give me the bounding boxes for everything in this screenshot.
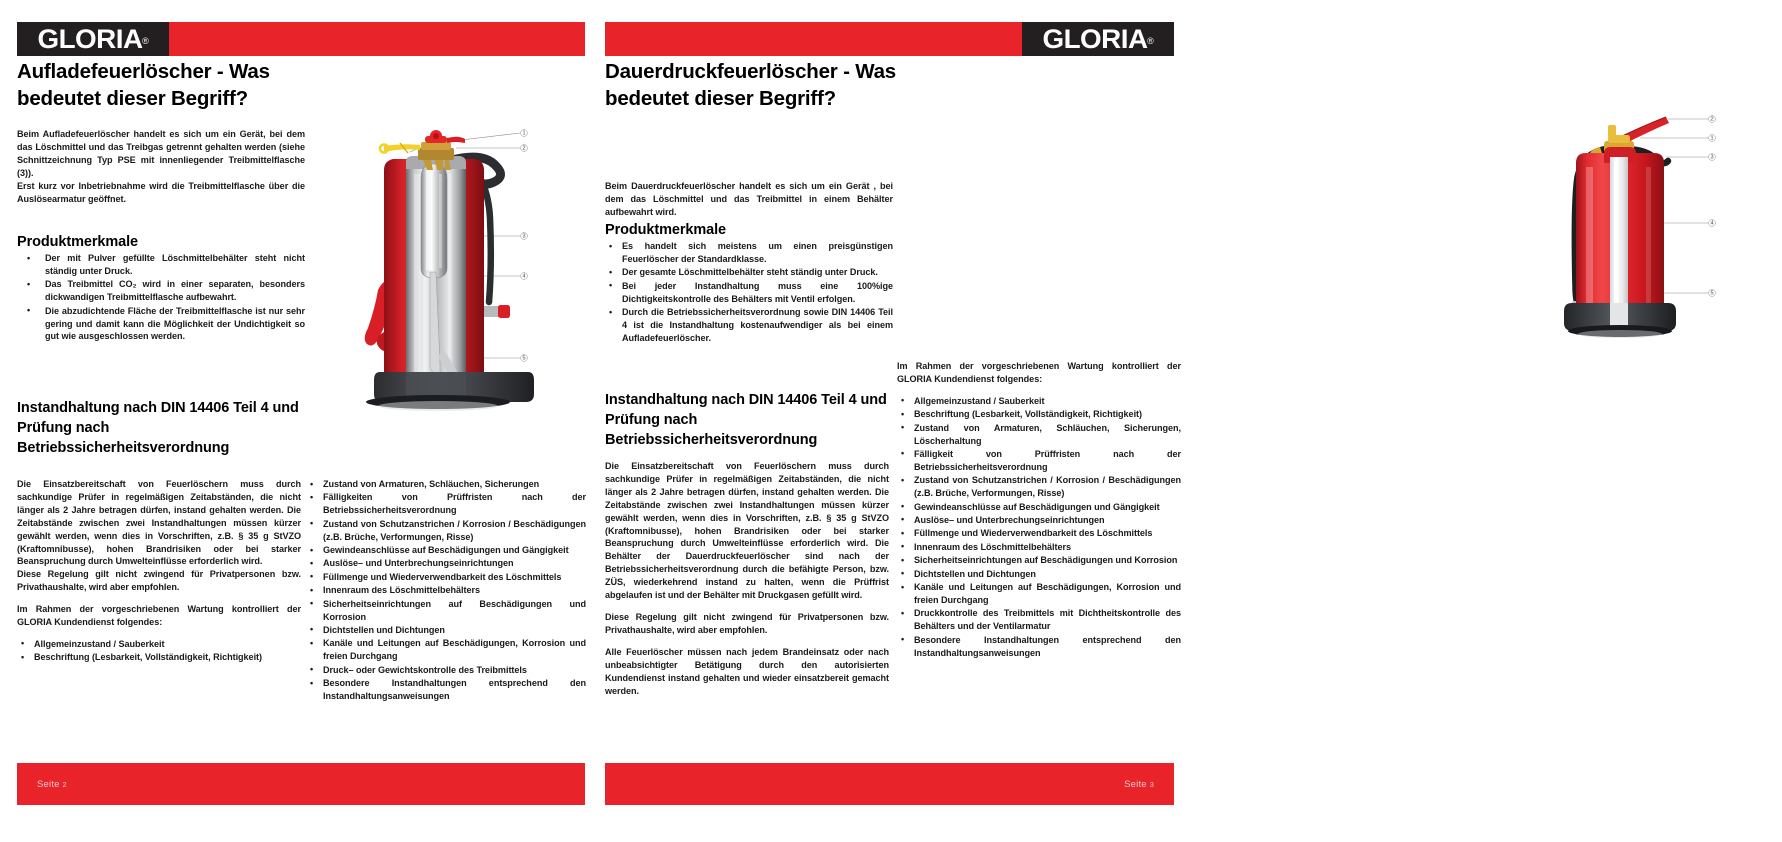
header-red-bar xyxy=(605,22,1022,56)
list-item: • Fälligkeit von Prüffristen nach der Betriebssicherheitsverordnung xyxy=(897,448,1181,474)
registered-trademark-icon: ® xyxy=(142,35,149,46)
list-item: • Zustand von Armaturen, Schläuchen, Sicherungen, Löscherhaltung xyxy=(897,422,1181,448)
produktmerkmale-heading: Produktmerkmale xyxy=(605,222,726,238)
list-item: • Besondere Instandhaltungen entsprechend den Instandhaltungsanweisungen xyxy=(897,634,1181,660)
list-item: • Druck– oder Gewichtskontrolle des Treibmittels xyxy=(306,664,586,677)
list-item: • Zustand von Schutzanstrichen / Korrosion / Beschädigungen (z.B. Brüche, Verformungen, Risse) xyxy=(306,518,586,544)
instandhaltung-heading-right: Instandhaltung nach DIN 14406 Teil 4 und Prüfung nach Betriebssicherheitsverordnung xyxy=(605,392,887,448)
list-item: • Der gesamte Löschmittelbehälter steht ständig unter Druck. xyxy=(605,266,893,279)
svg-text:3: 3 xyxy=(522,233,526,240)
svg-text:2: 2 xyxy=(522,145,526,152)
list-item: • Beschriftung (Lesbarkeit, Vollständigkeit, Richtigkeit) xyxy=(17,651,301,664)
svg-text:2: 2 xyxy=(1710,116,1714,123)
checklist-left-col2 xyxy=(306,478,586,703)
checklist-column-right xyxy=(897,360,1181,660)
list-item: • Sicherheitseinrichtungen auf Beschädigungen und Korrosion xyxy=(897,554,1181,567)
figure-dauerdruckfeuerloescher xyxy=(1500,105,1782,360)
svg-text:1: 1 xyxy=(522,130,526,137)
produktmerkmale-list xyxy=(17,252,305,343)
list-item: • Dichtstellen und Dichtungen xyxy=(306,624,586,637)
list-item: • Auslöse– und Unterbrechungseinrichtungen xyxy=(897,514,1181,527)
list-item: • Füllmenge und Wiederverwendbarkeit des Löschmittels xyxy=(306,571,586,584)
gloria-logo xyxy=(1022,22,1174,56)
list-item: • Es handelt sich meistens um einen preisgünstigen Feuerlöscher der Standardklasse. xyxy=(605,240,893,266)
checklist-right xyxy=(897,395,1181,660)
list-item: • Besondere Instandhaltungen entsprechend den Instandhaltungsanweisungen xyxy=(306,677,586,703)
list-item: • Zustand von Armaturen, Schläuchen, Sicherungen xyxy=(306,478,586,491)
list-item: • Kanäle und Leitungen auf Beschädigungen, Korrosion und freien Durchgang xyxy=(897,581,1181,607)
produktmerkmale-right xyxy=(605,220,893,345)
list-item: • Fälligkeiten von Prüffristen nach der Betriebssicherheitsverordnung xyxy=(306,491,586,517)
header-band-left xyxy=(17,22,585,56)
list-item: • Gewindeanschlüsse auf Beschädigungen und Gängigkeit xyxy=(306,544,586,557)
list-item: • Druckkontrolle des Treibmittels mit Dichtheitskontrolle des Behälters und der Ventilarmatur xyxy=(897,607,1181,633)
list-item: • Das Treibmittel CO₂ wird in einer separaten, besonders dickwandigen Treibmittelflasche aufbewahrt. xyxy=(17,278,305,304)
page-title-right: Dauerdruckfeuerlöscher - Was bedeutet dieser Begriff? xyxy=(605,60,896,111)
svg-text:4: 4 xyxy=(522,273,526,280)
list-item: • Bei jeder Instandhaltung muss eine 100%ige Dichtigkeitskontrolle des Behälters mit Ventil erfolgen. xyxy=(605,280,893,306)
list-item: • Gewindeanschlüsse auf Beschädigungen und Gängigkeit xyxy=(897,501,1181,514)
page-right xyxy=(595,0,1714,842)
list-item: • Durch die Betriebssicherheitsverordnung sowie DIN 14406 Teil 4 ist die Instandhaltung kostenaufwendiger als bei einem Aufladefeuerlöscher. xyxy=(605,306,893,345)
gloria-logo xyxy=(17,22,169,56)
list-item: • Dichtstellen und Dichtungen xyxy=(897,568,1181,581)
list-item: • Der mit Pulver gefüllte Löschmittelbehälter steht nicht ständig unter Druck. xyxy=(17,252,305,278)
page-title-left: Aufladefeuerlöscher - Was bedeutet dieser Begriff? xyxy=(17,60,270,111)
instandhaltung-paragraph: Diese Regelung gilt nicht zwingend für Privatpersonen bzw. Privathaushalte, wird aber empfohlen. xyxy=(605,611,889,635)
page-left xyxy=(0,0,595,842)
produktmerkmale-left xyxy=(17,232,305,344)
list-item: • Sicherheitseinrichtungen auf Beschädigungen und Korrosion xyxy=(306,598,586,624)
list-item: • Zustand von Schutzanstrichen / Korrosion / Beschädigungen (z.B. Brüche, Verformungen, Risse) xyxy=(897,474,1181,500)
svg-text:5: 5 xyxy=(522,355,526,362)
list-item: • Innenraum des Löschmittelbehälters xyxy=(306,584,586,597)
produktmerkmale-heading: Produktmerkmale xyxy=(17,234,138,250)
figure-aufladefeuerloescher xyxy=(322,100,586,420)
intro-right xyxy=(605,180,893,219)
intro-paragraph: Beim Aufladefeuerlöscher handelt es sich um ein Gerät, bei dem das Löschmittel und das Treibgas getrennt gehalten werden (siehe Schnittzeichnung Typ PSE mit innenliegender Treibmittelflasche (3)). xyxy=(17,129,305,178)
svg-text:5: 5 xyxy=(1710,290,1714,297)
instandhaltung-paragraph: Alle Feuerlöscher müssen nach jedem Brandeinsatz oder nach unbeabsichtigter Betätigung durch den autorisierten Kundendienst instand gehalten und wieder einsatzbereit gemacht werden. xyxy=(605,646,889,696)
checklist-left-col1 xyxy=(17,638,301,664)
list-item: • Auslöse– und Unterbrechungseinrichtungen xyxy=(306,557,586,570)
header-band-right xyxy=(605,22,1174,56)
instandhaltung-paragraph: Die Einsatzbereitschaft von Feuerlöschern muss durch sachkundige Prüfer in regelmäßigen Zeitabständen, die nicht länger als 2 Jahre betragen dürfen, instand gehalten werden. Die Zeitabstände zwischen zwei Instandhaltungen müssen kürzer gewählt werden, wenn dies in Vorschriften, z.B. § 35 g StVZO (Kraftomnibusse), hohen Brandrisiken oder bei starker Beanspruchung durch Umwelteinflüsse erforderlich wird. Die Behälter der Dauerdruckfeuerlöscher sind nach der Betriebssicherheitsverordnung durch die befähigte Person, bzw. ZÜS, wiederkehrend instand zu halten, wenn die Prüffrist abgelaufen ist und der Behälter mit Druckgasen gefüllt wird. xyxy=(605,461,889,601)
header-red-bar xyxy=(169,22,585,56)
logo-wordmark: GLORIA xyxy=(1042,23,1148,54)
list-item: • Allgemeinzustand / Sauberkeit xyxy=(897,395,1181,408)
instandhaltung-column-left xyxy=(17,478,301,665)
registered-trademark-icon: ® xyxy=(1147,35,1154,46)
wartung-intro: Im Rahmen der vorgeschriebenen Wartung kontrolliert der GLORIA Kundendienst folgendes: xyxy=(17,604,301,628)
list-item: • Innenraum des Löschmittelbehälters xyxy=(897,541,1181,554)
instandhaltung-paragraph: Die Einsatzbereitschaft von Feuerlöschern muss durch sachkundige Prüfer in regelmäßigen Zeitabständen, die nicht länger als 2 Jahre betragen dürfen, instand gehalten werden. Die Zeitabstände zwischen zwei Instandhaltungen müssen kürzer gewählt werden, wenn dies in Vorschriften, z.B. § 35 g StVZO (Kraftomnibusse), hohen Brandrisiken oder bei starker Beanspruchung durch Umwelteinflüsse erforderlich wird. xyxy=(17,479,301,567)
wartung-intro-right: Im Rahmen der vorgeschriebenen Wartung kontrolliert der GLORIA Kundendienst folgendes: xyxy=(897,361,1181,384)
svg-text:1: 1 xyxy=(1710,135,1714,142)
page-number-left: Seite 2 xyxy=(37,778,67,790)
list-item: • Kanäle und Leitungen auf Beschädigungen, Korrosion und freien Durchgang xyxy=(306,637,586,663)
intro-paragraph: Erst kurz vor Inbetriebnahme wird die Treibmittelflasche über die Auslösearmatur geöffnet. xyxy=(17,180,305,204)
instandhaltung-heading-left: Instandhaltung nach DIN 14406 Teil 4 und Prüfung nach Betriebssicherheitsverordnung xyxy=(17,400,299,456)
footer-band-left xyxy=(17,763,585,805)
list-item: • Beschriftung (Lesbarkeit, Vollständigkeit, Richtigkeit) xyxy=(897,408,1181,421)
list-item: • Allgemeinzustand / Sauberkeit xyxy=(17,638,301,651)
instandhaltung-paragraph: Diese Regelung gilt nicht zwingend für Privatpersonen bzw. Privathaushalte, wird aber empfohlen. xyxy=(17,569,301,593)
logo-wordmark: GLORIA xyxy=(37,23,143,54)
list-item: • Die abzudichtende Fläche der Treibmittelflasche ist nur sehr gering und damit kann die Möglichkeit der Undichtigkeit so gut wie ausgeschlossen werden. xyxy=(17,305,305,344)
instandhaltung-column-right xyxy=(605,460,889,697)
footer-band-right xyxy=(605,763,1174,805)
produktmerkmale-list xyxy=(605,240,893,345)
svg-text:3: 3 xyxy=(1710,154,1714,161)
svg-text:4: 4 xyxy=(1710,220,1714,227)
page-number-right: Seite 3 xyxy=(1124,778,1154,790)
intro-left xyxy=(17,128,305,205)
list-item: • Füllmenge und Wiederverwendbarkeit des Löschmittels xyxy=(897,527,1181,540)
intro-paragraph: Beim Dauerdruckfeuerlöscher handelt es sich um ein Gerät , bei dem das Löschmittel und das Treibmittel in einem Behälter aufbewahrt wird. xyxy=(605,181,893,217)
checklist-column-left xyxy=(306,478,586,703)
